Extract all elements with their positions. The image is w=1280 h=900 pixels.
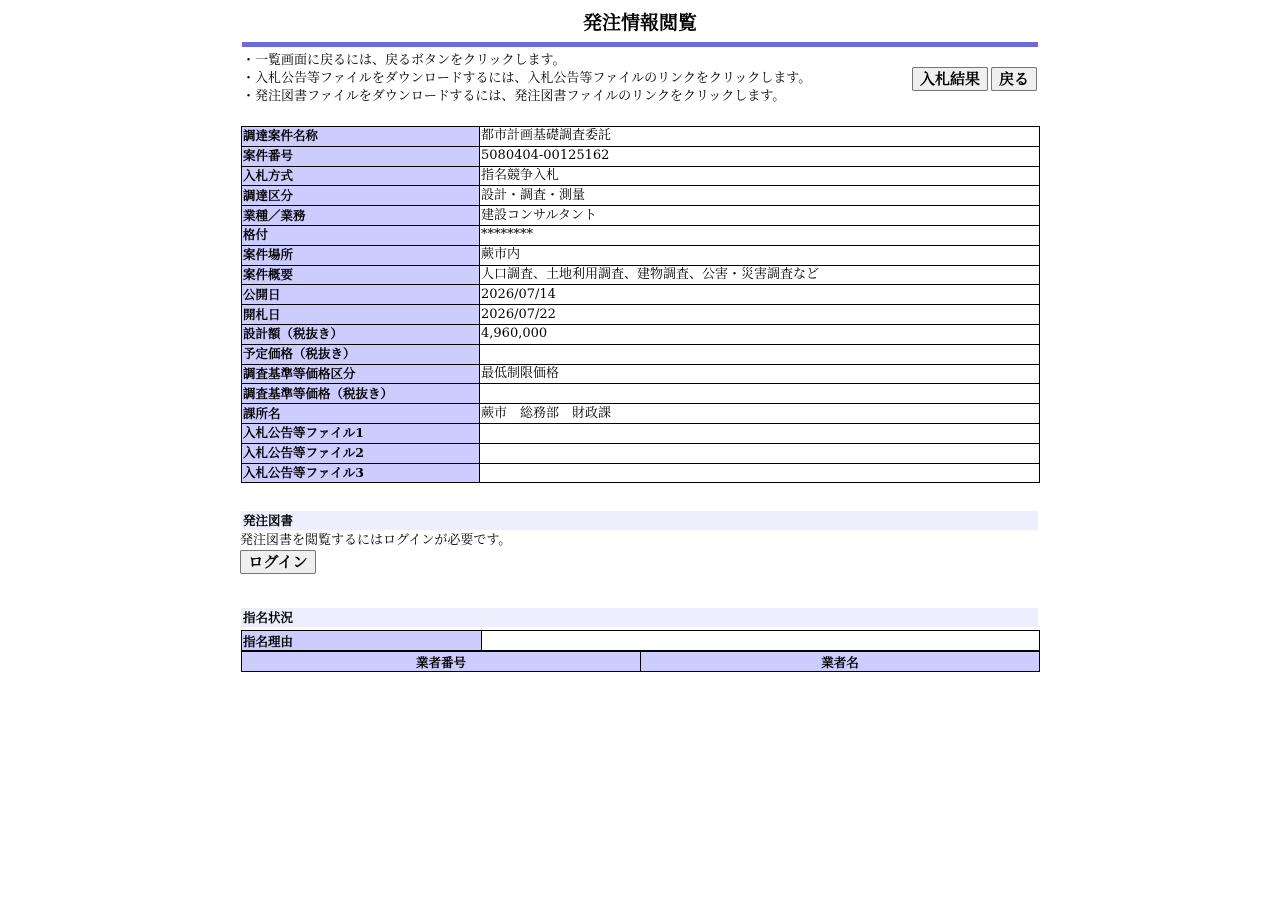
notice-file-link[interactable] <box>480 443 1040 463</box>
order-documents-heading: 発注図書 <box>241 511 1038 530</box>
nomination-reason-label: 指名理由 <box>242 631 482 651</box>
table-row <box>242 364 1040 384</box>
vendors-table <box>241 651 1040 672</box>
table-row <box>242 285 1040 305</box>
row-label: 課所名 <box>242 404 480 424</box>
row-value: 設計・調査・測量 <box>480 186 1040 206</box>
row-value: 蕨市 総務部 財政課 <box>480 404 1040 424</box>
row-label: 入札公告等ファイル3 <box>242 463 480 483</box>
bid-result-button[interactable]: 入札結果 <box>912 67 988 91</box>
row-value: 蕨市内 <box>480 245 1040 265</box>
instruction-line: ・入札公告等ファイルをダウンロードするには、入札公告等ファイルのリンクをクリックします。 <box>242 71 812 86</box>
table-row <box>242 166 1040 186</box>
row-value <box>480 384 1040 404</box>
row-label: 案件場所 <box>242 245 480 265</box>
table-header-row <box>242 652 1040 672</box>
row-value: 都市計画基礎調査委託 <box>480 127 1040 147</box>
row-label: 業種／業務 <box>242 206 480 226</box>
row-label: 案件番号 <box>242 146 480 166</box>
row-value: 4,960,000 <box>480 324 1040 344</box>
row-value: 指名競争入札 <box>480 166 1040 186</box>
table-row <box>242 463 1040 483</box>
row-label: 公開日 <box>242 285 480 305</box>
table-row <box>242 225 1040 245</box>
row-label: 入札公告等ファイル2 <box>242 443 480 463</box>
table-row <box>242 404 1040 424</box>
row-label: 設計額（税抜き） <box>242 324 480 344</box>
login-required-note: 発注図書を閲覧するにはログインが必要です。 <box>240 533 512 548</box>
row-label: 調査基準等価格区分 <box>242 364 480 384</box>
row-value: 2026/07/22 <box>480 305 1040 325</box>
instruction-line: ・発注図書ファイルをダウンロードするには、発注図書ファイルのリンクをクリックします。 <box>242 89 786 104</box>
page-title: 発注情報閲覧 <box>582 12 697 34</box>
table-row <box>242 186 1040 206</box>
table-row <box>242 443 1040 463</box>
notice-file-link[interactable] <box>480 423 1040 443</box>
row-label: 調達区分 <box>242 186 480 206</box>
row-label: 案件概要 <box>242 265 480 285</box>
table-row <box>242 305 1040 325</box>
table-row <box>242 265 1040 285</box>
row-value: 2026/07/14 <box>480 285 1040 305</box>
case-details-table <box>241 126 1040 483</box>
row-label: 格付 <box>242 225 480 245</box>
column-header-vendor-name: 業者名 <box>641 652 1040 672</box>
nomination-reason-value <box>482 631 1040 651</box>
title-rule <box>242 42 1038 47</box>
table-row <box>242 206 1040 226</box>
row-label: 開札日 <box>242 305 480 325</box>
instruction-line: ・一覧画面に戻るには、戻るボタンをクリックします。 <box>242 53 566 68</box>
row-value: 建設コンサルタント <box>480 206 1040 226</box>
table-row <box>242 631 1040 651</box>
table-row <box>242 146 1040 166</box>
table-row <box>242 127 1040 147</box>
row-value: 最低制限価格 <box>480 364 1040 384</box>
table-row <box>242 344 1040 364</box>
row-value: 人口調査、土地利用調査、建物調査、公害・災害調査など <box>480 265 1040 285</box>
table-row <box>242 245 1040 265</box>
row-value: ******** <box>480 225 1040 245</box>
row-label: 入札方式 <box>242 166 480 186</box>
row-label: 調査基準等価格（税抜き） <box>242 384 480 404</box>
row-label: 調達案件名称 <box>242 127 480 147</box>
column-header-vendor-number: 業者番号 <box>242 652 641 672</box>
row-value <box>480 344 1040 364</box>
instructions <box>242 52 811 106</box>
table-row <box>242 324 1040 344</box>
table-row <box>242 423 1040 443</box>
row-label: 予定価格（税抜き） <box>242 344 480 364</box>
login-button[interactable]: ログイン <box>240 550 316 574</box>
row-value: 5080404-00125162 <box>480 146 1040 166</box>
nomination-reason-table <box>241 630 1040 651</box>
table-row <box>242 384 1040 404</box>
row-label: 入札公告等ファイル1 <box>242 423 480 443</box>
nomination-heading: 指名状況 <box>241 608 1038 627</box>
back-button[interactable]: 戻る <box>991 67 1037 91</box>
notice-file-link[interactable] <box>480 463 1040 483</box>
